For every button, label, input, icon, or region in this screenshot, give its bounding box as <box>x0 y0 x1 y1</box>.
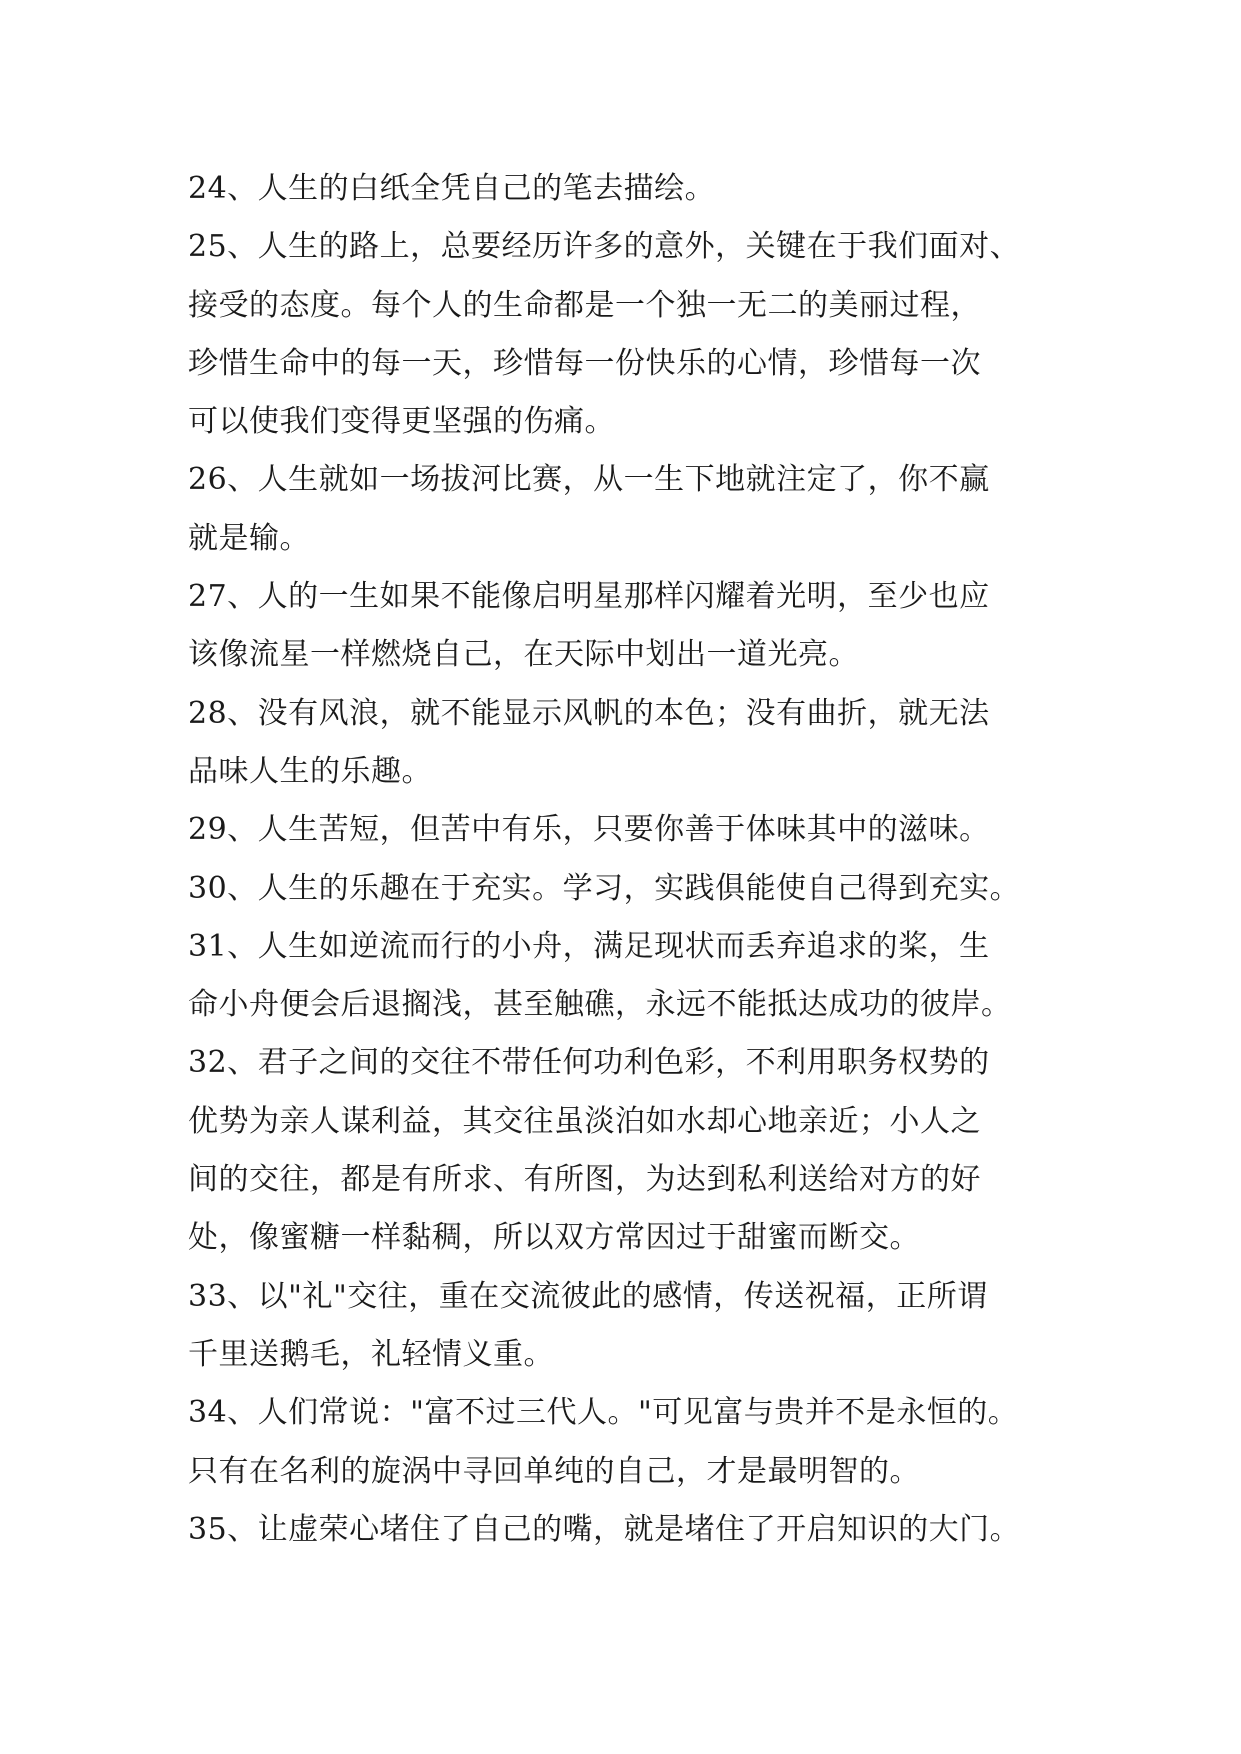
text-line: 接受的态度。每个人的生命都是一个独一无二的美丽过程， <box>188 287 981 323</box>
text-line: 只有在名利的旋涡中寻回单纯的自己，才是最明智的。 <box>188 1453 920 1489</box>
text-line: 35、让虚荣心堵住了自己的嘴，就是堵住了开启知识的大门。 <box>188 1511 1021 1547</box>
text-line: 可以使我们变得更坚强的伤痛。 <box>188 404 615 440</box>
text-line: 31、人生如逆流而行的小舟，满足现状而丢弃追求的桨，生 <box>188 928 990 964</box>
text-line: 就是输。 <box>188 520 310 556</box>
text-line: 25、人生的路上，总要经历许多的意外，关键在于我们面对、 <box>188 229 1021 265</box>
text-line: 30、人生的乐趣在于充实。学习，实践俱能使自己得到充实。 <box>188 870 1021 906</box>
text-line: 该像流星一样燃烧自己，在天际中划出一道光亮。 <box>188 637 859 673</box>
text-line: 32、君子之间的交往不带任何功利色彩，不利用职务权势的 <box>188 1045 990 1081</box>
text-line: 间的交往，都是有所求、有所图，为达到私利送给对方的好 <box>188 1162 981 1198</box>
text-line: 26、人生就如一场拔河比赛，从一生下地就注定了，你不赢 <box>188 462 990 498</box>
text-line: 优势为亲人谋利益，其交往虽淡泊如水却心地亲近；小人之 <box>188 1103 981 1139</box>
text-line: 28、没有风浪，就不能显示风帆的本色；没有曲折，就无法 <box>188 695 990 731</box>
text-line: 34、人们常说："富不过三代人。"可见富与贵并不是永恒的。 <box>188 1395 1019 1431</box>
text-line: 命小舟便会后退搁浅，甚至触礁，永远不能抵达成功的彼岸。 <box>188 987 1012 1023</box>
text-line: 处，像蜜糖一样黏稠，所以双方常因过于甜蜜而断交。 <box>188 1220 920 1256</box>
text-line: 24、人生的白纸全凭自己的笔去描绘。 <box>188 171 716 206</box>
document-body <box>188 160 1068 1559</box>
text-line: 29、人生苦短，但苦中有乐，只要你善于体味其中的滋味。 <box>188 812 990 848</box>
text-line: 珍惜生命中的每一天，珍惜每一份快乐的心情，珍惜每一次 <box>188 345 981 381</box>
text-line: 千里送鹅毛，礼轻情义重。 <box>188 1336 554 1372</box>
text-line: 品味人生的乐趣。 <box>188 753 432 789</box>
text-line: 33、以"礼"交往，重在交流彼此的感情，传送祝福，正所谓 <box>188 1278 988 1314</box>
text-line: 27、人的一生如果不能像启明星那样闪耀着光明，至少也应 <box>188 579 990 615</box>
